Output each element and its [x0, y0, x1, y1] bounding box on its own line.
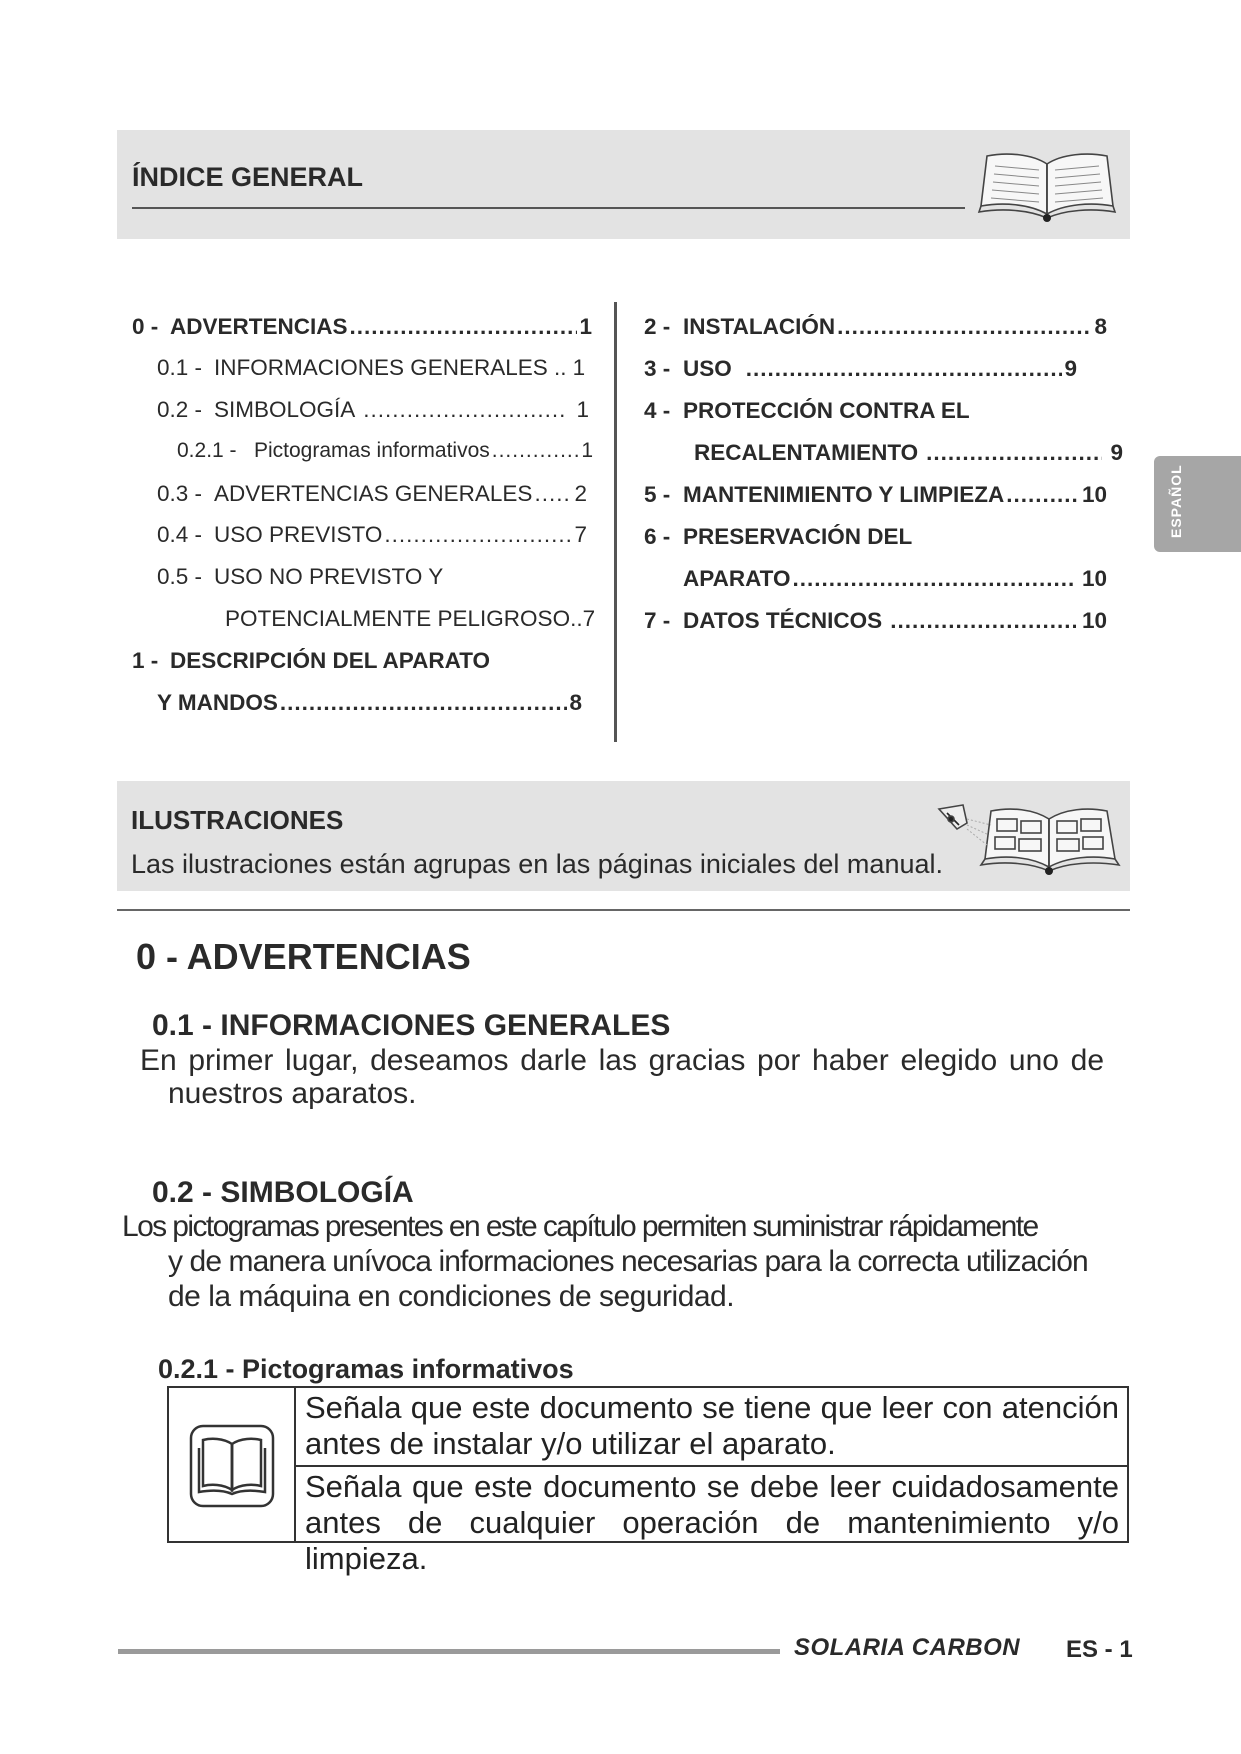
toc-entry[interactable] [225, 606, 596, 632]
toc-page: 10 [1081, 608, 1107, 633]
toc-label: USO [683, 356, 732, 381]
footer-brand: SOLARIA CARBON [794, 1634, 1021, 1661]
toc-entry[interactable] [157, 481, 587, 507]
section-0-title: 0 - ADVERTENCIAS [136, 936, 471, 977]
toc-leader [1006, 482, 1080, 508]
toc-label: Pictogramas informativos [254, 439, 490, 462]
toc-leader [280, 690, 568, 716]
toc-number: 6 - [644, 524, 671, 549]
toc-page: 10 [1081, 482, 1107, 507]
illustrations-text: Las ilustraciones están agrupas en las páginas iniciales del manual. [131, 849, 943, 879]
toc-number: 1 - [132, 648, 159, 673]
toc-entry[interactable] [157, 355, 589, 381]
toc-label: INSTALACIÓN [683, 314, 836, 339]
section-0-2-line: Los pictogramas presentes en este capítulo permiten suministrar rápidamente [122, 1210, 1038, 1243]
toc-label: APARATO [683, 566, 791, 591]
toc-number: 0 - [132, 314, 159, 339]
toc-entry[interactable] [157, 564, 587, 590]
toc-label: USO NO PREVISTO Y [214, 564, 444, 589]
toc-label: POTENCIALMENTE PELIGROSO.. [225, 606, 583, 631]
toc-entry[interactable] [644, 482, 1107, 508]
pictogram-icon-cell [169, 1388, 296, 1541]
toc-entry[interactable] [644, 524, 1107, 550]
toc-label: ADVERTENCIAS [170, 314, 348, 339]
toc-entry[interactable] [157, 690, 582, 716]
toc-number: 3 - [644, 356, 671, 381]
toc-label: RECALENTAMIENTO [694, 440, 919, 465]
toc-leader [746, 356, 1063, 382]
toc-page: 7 [574, 522, 587, 547]
toc-leader [837, 314, 1092, 340]
toc-label: ADVERTENCIAS GENERALES [214, 481, 533, 506]
toc-label: PRESERVACIÓN DEL [683, 524, 913, 549]
toc-leader [534, 481, 572, 507]
pictogram-row [296, 1467, 1127, 1576]
toc-page: 2 [574, 481, 587, 506]
toc-page: 1 [576, 397, 589, 422]
toc-label: DESCRIPCIÓN DEL APARATO [170, 648, 491, 673]
toc-number: 2 - [644, 314, 671, 339]
toc-page: 10 [1081, 566, 1107, 591]
section-divider [117, 909, 1130, 911]
footer-rule [118, 1649, 780, 1654]
footer-page-number: ES - 1 [1066, 1636, 1133, 1663]
toc-page: 8 [1094, 314, 1107, 339]
read-manual-icon [189, 1424, 275, 1508]
section-0-1-line: En primer lugar, deseamos darle las gracias por haber elegido uno de [140, 1044, 1104, 1077]
pictogram-description: Señala que este documento se tiene que leer con atención antes de instalar y/o utilizar el aparato. [305, 1390, 1119, 1461]
toc-entry[interactable] [132, 314, 592, 340]
toc-number: 7 - [644, 608, 671, 633]
toc-entry[interactable] [644, 356, 1077, 382]
illustrations-band [117, 781, 1130, 891]
toc-page: 1 [572, 355, 586, 380]
toc-leader [363, 397, 568, 423]
toc-leader [492, 439, 580, 463]
pictogram-row [296, 1388, 1127, 1467]
toc-page: 1 [581, 439, 593, 462]
toc-entry[interactable] [694, 440, 1123, 466]
toc-number: 5 - [644, 482, 671, 507]
section-0-2-line: de la máquina en condiciones de seguridad. [168, 1280, 735, 1313]
toc-number: 0.4 - [157, 522, 203, 547]
toc-entry[interactable] [177, 439, 593, 463]
toc-page: 7 [582, 606, 596, 631]
toc-label: DATOS TÉCNICOS [683, 608, 883, 633]
section-0-2-1-title: 0.2.1 - Pictogramas informativos [158, 1354, 574, 1384]
illustrations-title: ILUSTRACIONES [131, 805, 344, 835]
toc-page: 9 [1064, 356, 1077, 381]
toc-number: 0.2 - [157, 397, 203, 422]
illustrated-book-icon [933, 801, 1123, 876]
toc-number: 0.3 - [157, 481, 203, 506]
toc-entry[interactable] [683, 566, 1107, 592]
toc-label: PROTECCIÓN CONTRA EL [683, 398, 970, 423]
toc-column-divider [614, 302, 617, 742]
toc-leader [793, 566, 1076, 592]
index-header-band [117, 130, 1130, 239]
toc-page: 1 [579, 314, 592, 339]
index-title-rule [132, 207, 965, 209]
toc-page: 9 [1110, 440, 1123, 465]
language-tab[interactable] [1154, 456, 1241, 552]
toc-label: Y MANDOS [157, 690, 278, 715]
toc-label: USO PREVISTO [214, 522, 383, 547]
toc-number: 0.2.1 - [177, 439, 237, 462]
toc-entry[interactable] [644, 314, 1107, 340]
toc-entry[interactable] [644, 398, 1107, 424]
toc-page: 8 [569, 690, 582, 715]
toc-leader [350, 314, 578, 340]
section-0-2-line: y de manera unívoca informaciones necesarias para la correcta utilización [168, 1245, 1088, 1278]
index-title: ÍNDICE GENERAL [132, 162, 364, 192]
toc-entry[interactable] [157, 522, 587, 548]
toc-number: 0.1 - [157, 355, 203, 380]
language-tab-label: ESPAÑOL [1168, 464, 1184, 538]
section-0-1-line: nuestros aparatos. [168, 1077, 417, 1110]
toc-entry[interactable] [157, 397, 589, 423]
toc-leader [926, 440, 1102, 466]
toc-leader [890, 608, 1076, 634]
toc-label: SIMBOLOGÍA [214, 397, 356, 422]
section-0-2-title: 0.2 - SIMBOLOGÍA [152, 1176, 414, 1209]
toc-number: 0.5 - [157, 564, 203, 589]
open-book-icon [977, 142, 1117, 222]
pictogram-table [167, 1386, 1129, 1576]
section-0-1-title: 0.1 - INFORMACIONES GENERALES [152, 1009, 671, 1042]
toc-leader [384, 522, 572, 548]
toc-entry[interactable] [644, 608, 1107, 634]
toc-label: MANTENIMIENTO Y LIMPIEZA [683, 482, 1005, 507]
pictogram-description: Señala que este documento se debe leer cuidadosamente antes de cualquier operación de mantenimiento y/o limpieza. [305, 1469, 1119, 1576]
toc-number: 4 - [644, 398, 671, 423]
toc-label: INFORMACIONES GENERALES .. [214, 355, 567, 380]
toc-entry[interactable] [132, 648, 592, 674]
